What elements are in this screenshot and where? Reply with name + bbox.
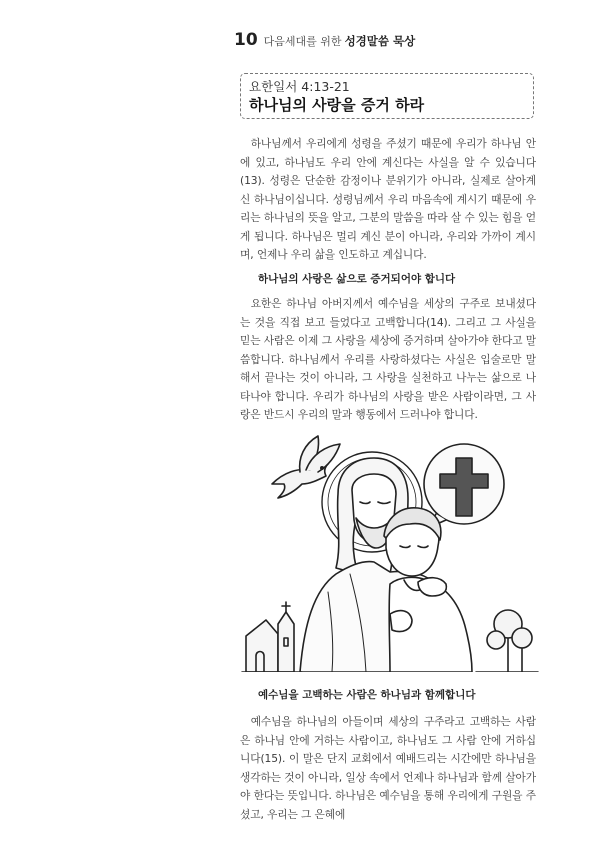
- church-icon: [242, 602, 302, 672]
- paragraph-3: 예수님을 하나님의 아들이며 세상의 구주라고 고백하는 사람은 하나님 안에 거하는 사람이고, 하나님도 그 사람 안에 거하십니다(15). 이 말은 단지 교회에서 예배드리는 시간에만 하나님을 생각하는 것이 아니라, 일상 속에서 언제나 하나님과 함께 살아가야 한다는 뜻입니다. 하나님은 예수님을 통해 우리에게 구원을 주셨고, 우리는 그 은혜에: [240, 715, 536, 821]
- tree-icon: [476, 610, 538, 672]
- illustration: [240, 424, 540, 672]
- paragraph-2: 요한은 하나님 아버지께서 예수님을 세상의 구주로 보내셨다는 것을 직접 보고 들었다고 고백합니다(14). 그리고 그 사실을 믿는 사람은 이제 그 사랑을 세상에 증거하며 살아가야 한다고 말씀합니다. 하나님께서 우리를 사랑하셨다는 사실은 입술로만 말해서 끝나는 것이 아니라, 그 사랑을 실천하고 나누는 삶으로 나타나야 합니다. 우리가 하나님의 사랑을 받은 사람이라면, 그 사랑은 반드시 우리의 말과 행동에서 드러나야 합니다.: [240, 297, 536, 421]
- paragraph-1: 하나님께서 우리에게 성령을 주셨기 때문에 우리가 하나님 안에 있고, 하나님도 우리 안에 계신다는 사실을 알 수 있습니다(13). 성령은 단순한 감정이나 분위기가 아니라, 실제로 살아계신 하나님이십니다. 성령님께서 우리 마음속에 계시기 때문에 우리는 하나님의 뜻을 알고, 그분의 말씀을 따라 살 수 있는 힘을 얻게 됩니다. 하나님은 멀리 계신 분이 아니라, 우리와 가까이 계시며, 언제나 우리 삶을 인도하고 계십니다.: [240, 137, 536, 261]
- page-title: 하나님의 사랑을 증거 하라: [249, 96, 425, 114]
- subheading-2: 예수님을 고백하는 사람은 하나님과 함께합니다: [258, 689, 476, 701]
- page-header: [234, 30, 415, 50]
- cross-icon: [424, 444, 504, 528]
- page-number: 10: [234, 30, 258, 50]
- scripture-reference: 요한일서 4:13-21: [249, 79, 350, 94]
- series-title-bold: 성경말씀 묵상: [344, 34, 416, 48]
- subheading-1: 하나님의 사랑은 삶으로 증거되어야 합니다: [258, 273, 456, 285]
- title-box: [240, 73, 534, 119]
- series-title: 다음세대를 위한: [263, 35, 342, 48]
